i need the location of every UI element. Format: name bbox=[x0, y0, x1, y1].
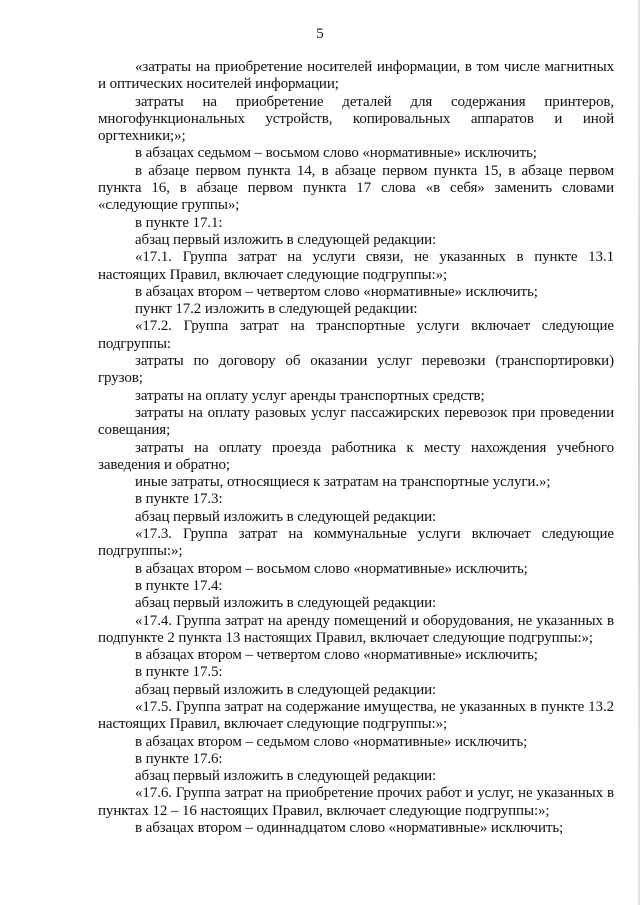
paragraph: абзац первый изложить в следующей редакции: bbox=[135, 681, 437, 698]
page-number: 5 bbox=[316, 26, 324, 42]
paragraph: в абзацах втором – четвертом слово «нормативные» исключить; bbox=[135, 647, 538, 664]
paragraph: абзац первый изложить в следующей редакции: bbox=[135, 595, 437, 612]
paragraph: абзац первый изложить в следующей редакции: bbox=[135, 508, 437, 525]
paragraph: «17.4. Группа затрат на аренду помещений и оборудования, не указанных в подпункте 2 пункта 13 настоящих Правил, включает следующие подгруппы:»; bbox=[98, 612, 614, 646]
paragraph: затраты на приобретение деталей для содержания принтеров, многофункциональных устройств, копировальных аппаратов и иной оргтехники;»; bbox=[98, 93, 614, 145]
paragraph: в абзацах втором – четвертом слово «нормативные» исключить; bbox=[135, 283, 538, 300]
paragraph: в пункте 17.5: bbox=[135, 664, 223, 681]
paragraph: «17.5. Группа затрат на содержание имущества, не указанных в пункте 13.2 настоящих Правил, включает следующие подгруппы:»; bbox=[98, 698, 614, 733]
paragraph: затраты на оплату услуг аренды транспортных средств; bbox=[135, 387, 485, 404]
paragraph: затраты на оплату разовых услуг пассажирских перевозок при проведении совещания; bbox=[98, 404, 614, 439]
paragraph: «17.3. Группа затрат на коммунальные услуги включает следующие подгруппы:»; bbox=[98, 526, 614, 560]
paragraph: абзац первый изложить в следующей редакции: bbox=[135, 231, 437, 248]
paragraph: в пункте 17.4: bbox=[135, 577, 223, 594]
paragraph: в абзацах втором – восьмом слово «нормативные» исключить; bbox=[135, 560, 528, 577]
paragraph: пункт 17.2 изложить в следующей редакции: bbox=[135, 301, 418, 318]
paragraph: затраты по договору об оказании услуг перевозки (транспортировки) грузов; bbox=[98, 353, 614, 387]
paragraph: в пункте 17.3: bbox=[135, 491, 223, 508]
paragraph: «затраты на приобретение носителей информации, в том числе магнитных и оптических носителей информации; bbox=[98, 59, 614, 93]
paragraph: в пункте 17.1: bbox=[135, 214, 223, 231]
paragraph: абзац первый изложить в следующей редакции: bbox=[135, 768, 437, 785]
document-body bbox=[98, 59, 614, 837]
paragraph: «17.2. Группа затрат на транспортные услуги включает следующие подгруппы: bbox=[98, 318, 614, 352]
paragraph: «17.6. Группа затрат на приобретение прочих работ и услуг, не указанных в пунктах 12 – 16 настоящих Правил, включает следующие подгруппы:»; bbox=[98, 785, 614, 819]
paragraph: в абзацах втором – седьмом слово «нормативные» исключить; bbox=[135, 733, 528, 750]
paragraph: в абзацах втором – одиннадцатом слово «нормативные» исключить; bbox=[135, 820, 564, 837]
paragraph: «17.1. Группа затрат на услуги связи, не указанных в пункте 13.1 настоящих Правил, включает следующие подгруппы:»; bbox=[98, 249, 614, 283]
paragraph: в абзацах седьмом – восьмом слово «нормативные» исключить; bbox=[135, 145, 537, 162]
paragraph: затраты на оплату проезда работника к месту нахождения учебного заведения и обратно; bbox=[98, 439, 614, 473]
paragraph: иные затраты, относящиеся к затратам на транспортные услуги.»; bbox=[135, 474, 551, 491]
paragraph: в пункте 17.6: bbox=[135, 750, 223, 767]
paragraph: в абзаце первом пункта 14, в абзаце первом пункта 15, в абзаце первом пункта 16, в абзаце первом пункта 17 слова «в себя» заменить словами «следующие группы»; bbox=[98, 162, 614, 214]
